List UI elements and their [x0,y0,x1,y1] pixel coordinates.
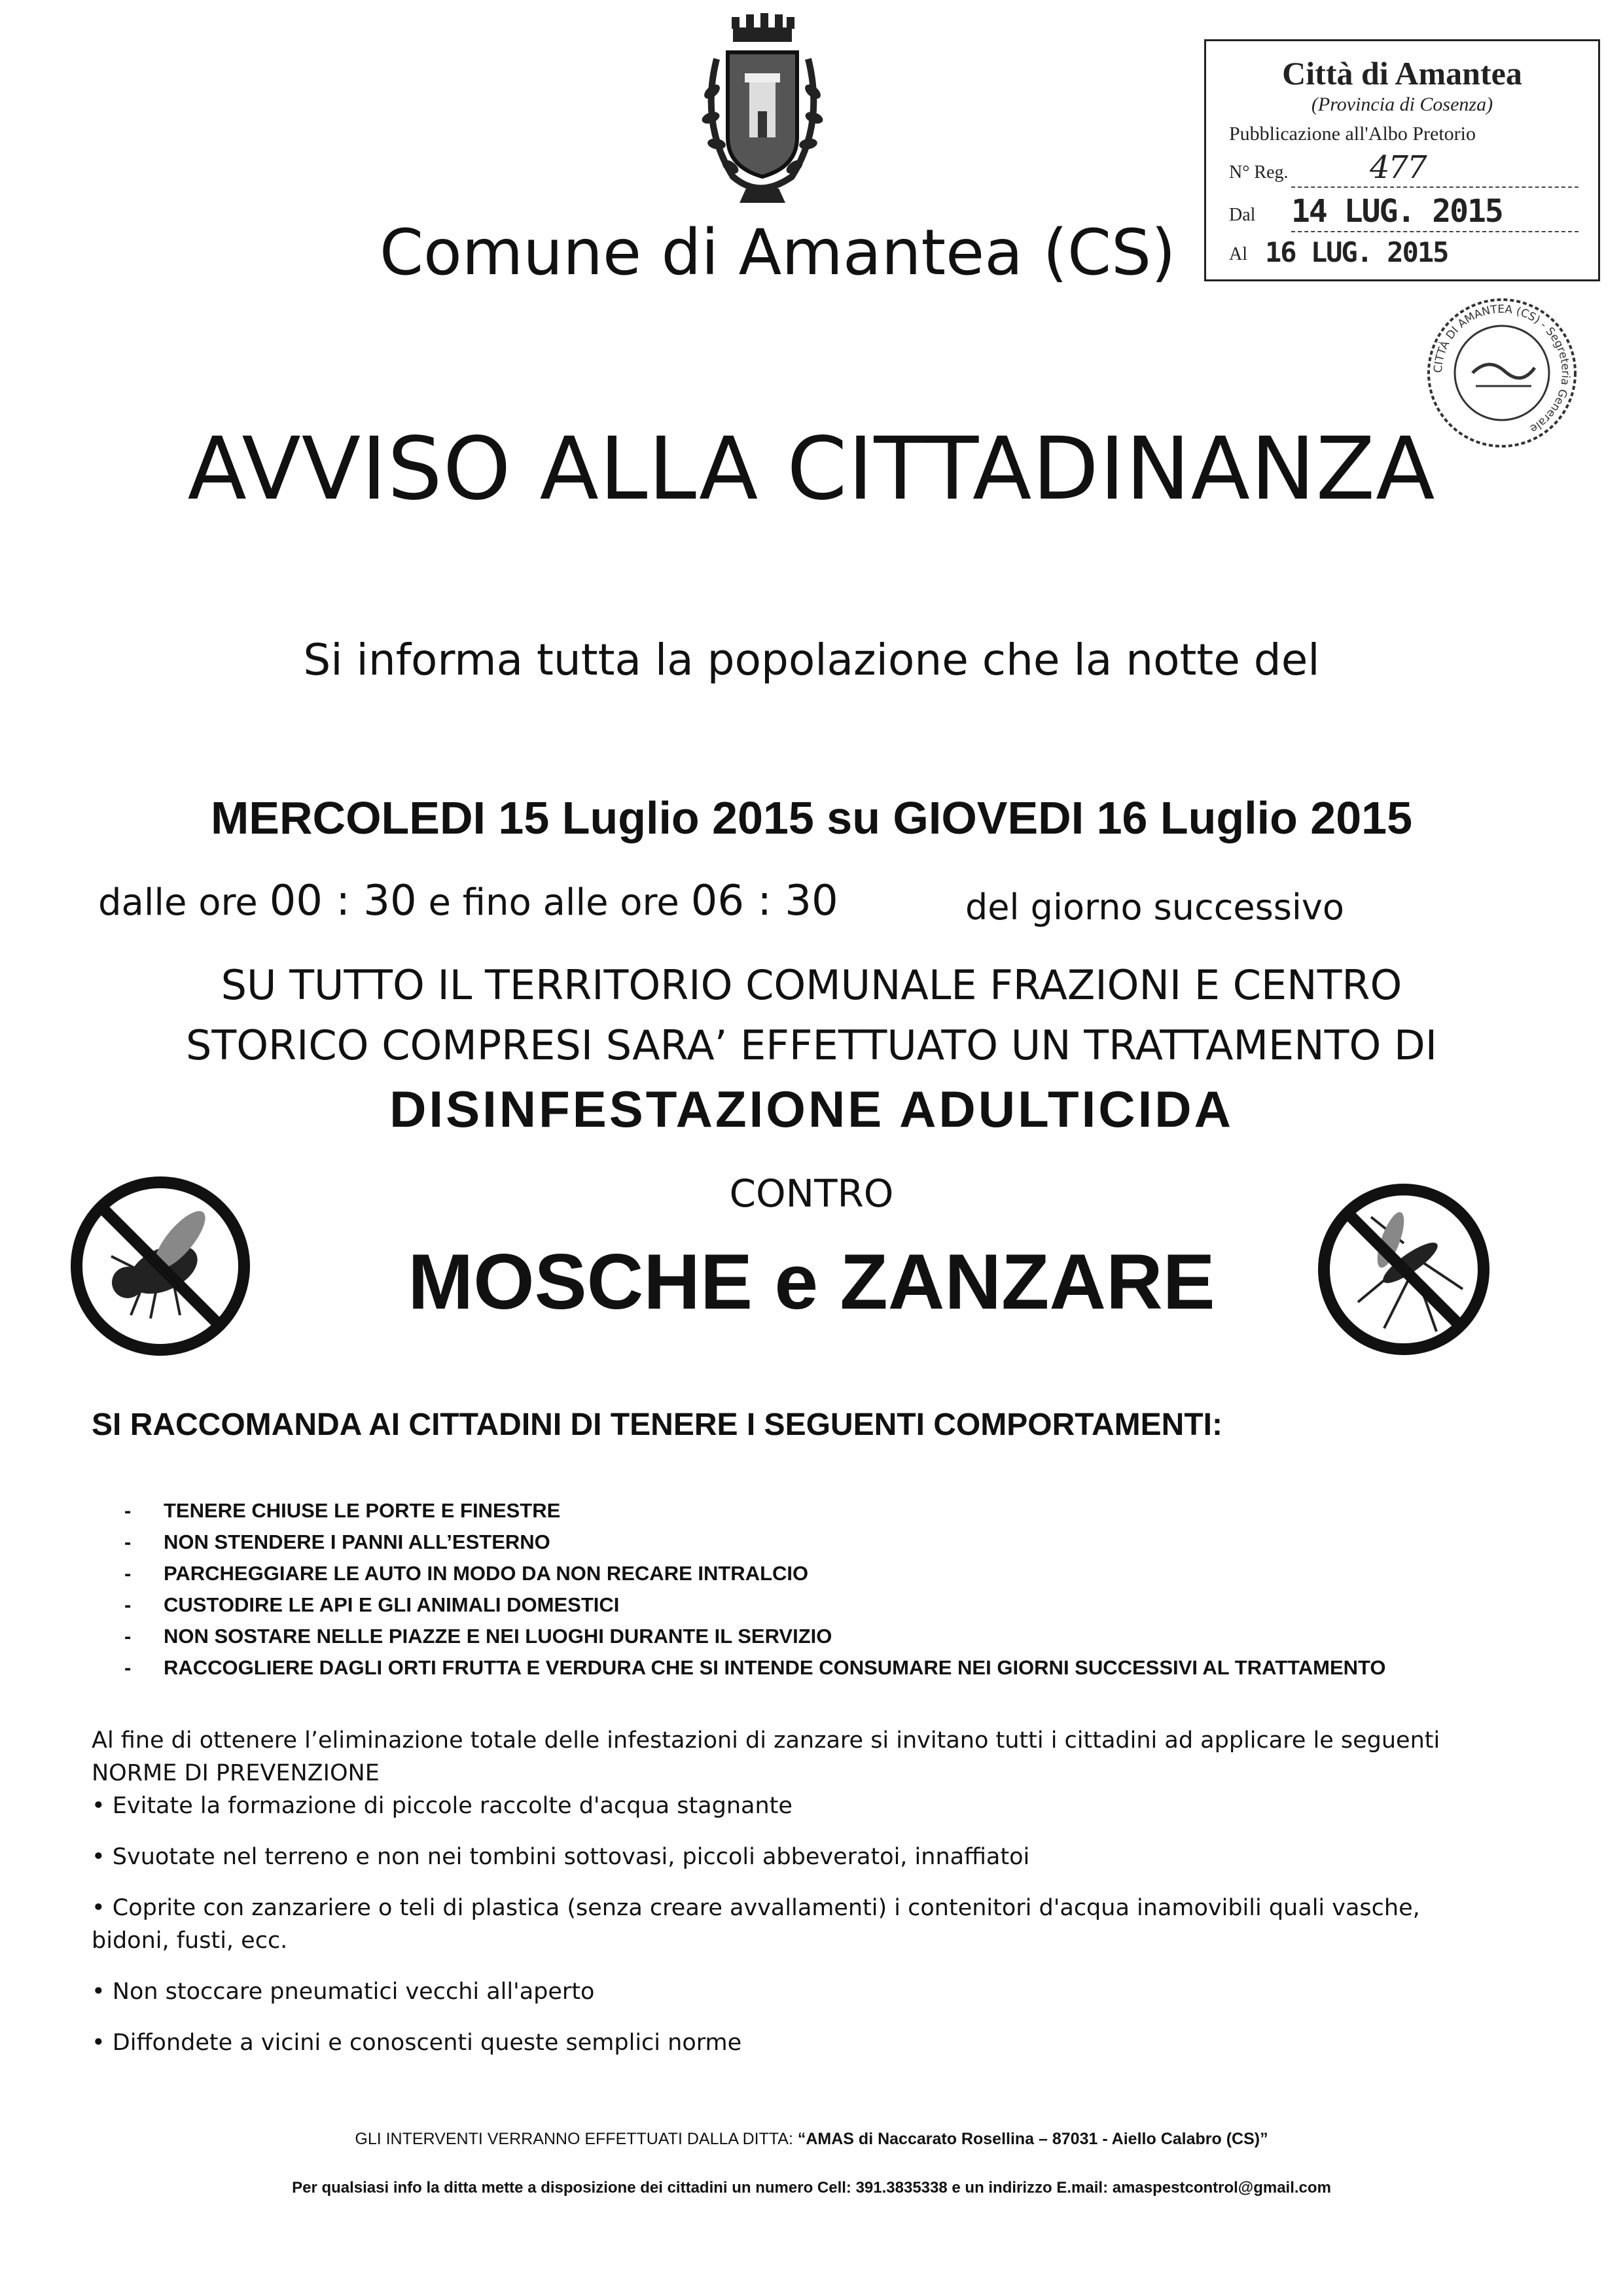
against-label: CONTRO [729,1171,894,1216]
hours-end: 06 : 30 [690,877,838,925]
contact-line: Per qualsiasi info la ditta mette a disposizione dei cittadini un numero Cell: 391.3835338 e un indirizzo E.mail: amaspestcontrol@gmail.com [292,2179,1331,2197]
territory-line-2: STORICO COMPRESI SARA’ EFFETTUATO UN TRATTAMENTO DI [186,1021,1437,1069]
stamp-province: (Provincia di Cosenza) [1311,94,1493,115]
list-item: • Svuotate nel terreno e non nei tombini sottovasi, piccoli abbeveratoi, innaffiatoi [92,1844,1030,1870]
stamp-from-label: Dal [1229,205,1256,225]
list-item: • Non stoccare pneumatici vecchi all'aperto [92,1979,595,2005]
list-item: - CUSTODIRE LE API E GLI ANIMALI DOMESTICI [124,1589,1499,1621]
coat-of-arms-icon [687,13,838,209]
publication-stamp [1204,39,1600,281]
notice-title: AVVISO ALLA CITTADINANZA [187,419,1436,520]
notice-dates: MERCOLEDI 15 Luglio 2015 su GIOVEDI 16 Luglio 2015 [210,792,1413,843]
stamp-from-date: 14 LUG. 2015 [1291,193,1503,230]
list-item: • Diffondete a vicini e conoscenti queste semplici norme [92,2030,742,2056]
hours-start: 00 : 30 [269,877,417,925]
municipality-title: Comune di Amantea (CS) [380,216,1176,289]
hours-middle: e fino alle ore [428,881,679,924]
stamp-to-date: 16 LUG. 2015 [1265,236,1448,268]
list-item: - TENERE CHIUSE LE PORTE E FINESTRE [124,1495,1499,1527]
company-line [0,2130,1623,2149]
notice-hours [98,877,838,925]
stamp-reg-label: N° Reg. [1229,162,1289,183]
list-item: - NON STENDERE I PANNI ALL’ESTERNO [124,1527,1499,1558]
list-item: - NON SOSTARE NELLE PIAZZE E NEI LUOGHI DURANTE IL SERVIZIO [124,1621,1499,1652]
territory-line-1: SU TUTTO IL TERRITORIO COMUNALE FRAZIONI E CENTRO [221,961,1402,1009]
list-item: • Evitate la formazione di piccole raccolte d'acqua stagnante [92,1793,793,1819]
recommendations-heading: SI RACCOMANDA AI CITTADINI DI TENERE I SEGUENTI COMPORTAMENTI: [92,1407,1222,1442]
list-item: - PARCHEGGIARE LE AUTO IN MODO DA NON RECARE INTRALCIO [124,1558,1499,1589]
prevention-intro: Al fine di ottenere l’eliminazione totale delle infestazioni di zanzare si invitano tutti i cittadini ad applicare le seguenti NORME DI PREVENZIONE [92,1727,1440,1786]
list-item: - RACCOGLIERE DAGLI ORTI FRUTTA E VERDURA CHE SI INTENDE CONSUMARE NEI GIORNI SUCCESSIVI AL TRATTAMENTO [124,1652,1499,1684]
treatment-title: DISINFESTAZIONE ADULTICIDA [389,1080,1234,1138]
notice-intro: Si informa tutta la popolazione che la notte del [303,635,1320,685]
no-mosquito-icon [1312,1178,1495,1361]
territory-text [0,955,1623,1076]
hours-prefix: dalle ore [98,881,258,924]
company-name: “AMAS di Naccarato Rosellina – 87031 - Aiello Calabro (CS)” [797,2130,1268,2148]
pests-title: MOSCHE e ZANZARE [408,1238,1215,1326]
hours-suffix: del giorno successivo [965,887,1344,928]
stamp-publication: Pubblicazione all'Albo Pretorio [1229,123,1476,145]
stamp-city: Città di Amantea [1282,55,1522,92]
stamp-to-label: Al [1229,244,1247,264]
company-prefix: GLI INTERVENTI VERRANNO EFFETTUATI DALLA DITTA: [355,2130,798,2148]
seal-text: CITTÀ DI AMANTEA (CS) - Segreteria Generale [1431,302,1573,436]
list-item: • Coprite con zanzariere o teli di plastica (senza creare avvallamenti) i contenitori d'acqua inamovibili quali vasche, bidoni, fusti, ecc. [92,1895,1420,1954]
prevention-list [92,1790,1466,2077]
stamp-reg-number: 477 [1370,149,1426,186]
recommendations-list [124,1495,1499,1684]
